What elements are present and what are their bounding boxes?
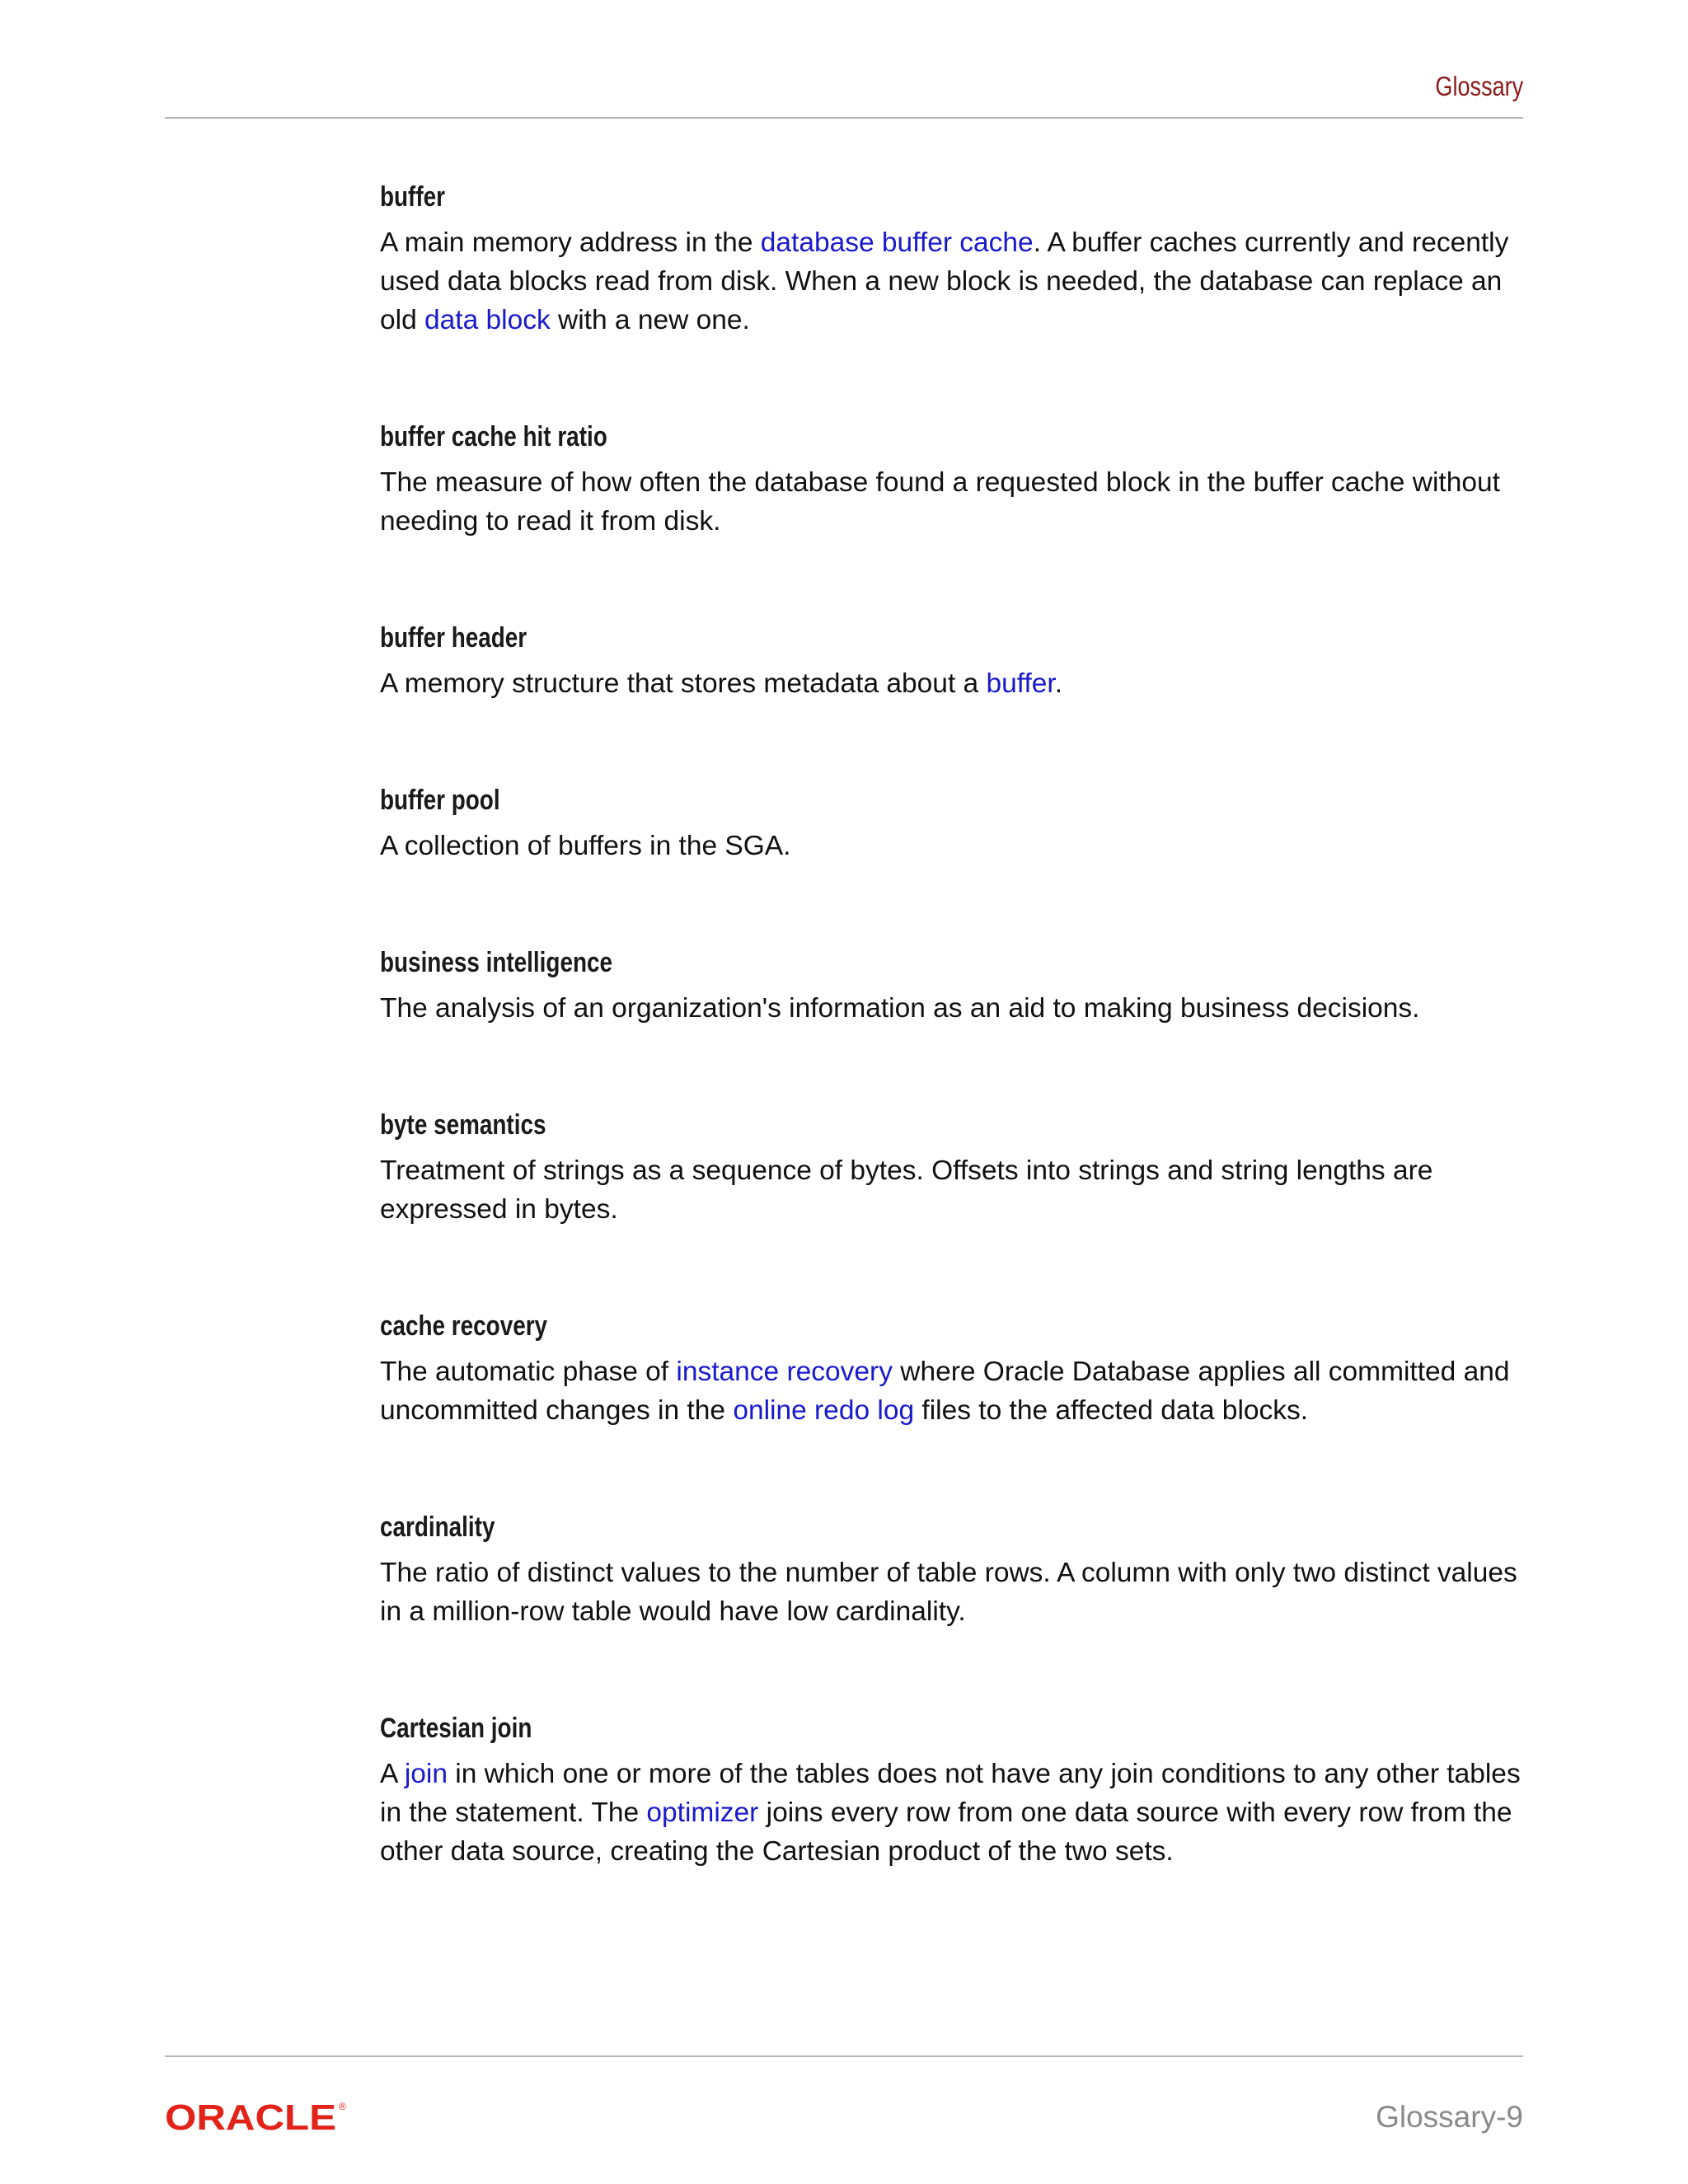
glossary-term: buffer pool — [380, 785, 500, 816]
glossary-term: business intelligence — [380, 947, 612, 978]
definition-text: A — [380, 1759, 405, 1789]
glossary-definition — [380, 989, 1530, 1028]
glossary-definition — [380, 463, 1530, 541]
glossary-entry — [380, 1707, 1530, 1871]
glossary-entry — [380, 176, 1530, 340]
cross-reference-link[interactable]: database buffer cache — [760, 227, 1034, 258]
glossary-entry — [380, 941, 1530, 1028]
glossary-definition — [380, 1554, 1530, 1631]
glossary-term: cache recovery — [380, 1310, 548, 1342]
page-number: Glossary-9 — [1376, 2100, 1523, 2134]
definition-text: in which one or more of the tables does not have any join conditions to any other tables in the statement. The — [380, 1759, 1521, 1828]
cross-reference-link[interactable]: data block — [424, 305, 551, 335]
definition-text: The ratio of distinct values to the number of table rows. A column with only two distinct values in a million-row table would have low cardinality. — [380, 1558, 1517, 1627]
definition-text: with a new one. — [550, 305, 750, 335]
glossary-term: buffer — [380, 181, 445, 213]
glossary-term: cardinality — [380, 1511, 495, 1543]
definition-text: The measure of how often the database found a requested block in the buffer cache without needing to read it from disk. — [380, 467, 1500, 537]
oracle-logo — [165, 2100, 348, 2133]
glossary-definition — [380, 1151, 1530, 1229]
glossary-entry — [380, 1506, 1530, 1631]
cross-reference-link[interactable]: join — [404, 1759, 448, 1789]
running-header-title: Glossary — [1435, 71, 1523, 101]
glossary-entry — [380, 1104, 1530, 1229]
definition-text: A memory structure that stores metadata about a — [380, 668, 987, 699]
glossary-definition — [380, 664, 1530, 703]
registered-mark: ® — [339, 2101, 346, 2112]
definition-text: . — [1054, 668, 1063, 699]
glossary-entry — [380, 1305, 1530, 1430]
glossary-content — [380, 176, 1530, 1947]
cross-reference-link[interactable]: online redo log — [733, 1395, 915, 1426]
cross-reference-link[interactable]: optimizer — [646, 1797, 759, 1828]
glossary-entry — [380, 779, 1530, 865]
cross-reference-link[interactable]: buffer — [986, 668, 1055, 699]
glossary-term: byte semantics — [380, 1109, 546, 1141]
glossary-term: buffer cache hit ratio — [380, 421, 607, 452]
glossary-term: buffer header — [380, 622, 528, 654]
header-divider — [165, 117, 1523, 119]
glossary-entry — [380, 415, 1530, 541]
definition-text: The automatic phase of — [380, 1357, 677, 1387]
definition-text: joins every row from one data source with every row from the other data source, creating the Cartesian product of the two sets. — [380, 1797, 1512, 1867]
footer-divider — [165, 2055, 1523, 2057]
glossary-definition — [380, 1755, 1530, 1871]
definition-text: Treatment of strings as a sequence of bytes. Offsets into strings and string lengths are expressed in bytes. — [380, 1155, 1433, 1225]
glossary-definition — [380, 223, 1530, 340]
glossary-definition — [380, 1352, 1530, 1430]
glossary-definition — [380, 827, 1530, 865]
glossary-term: Cartesian join — [380, 1713, 532, 1744]
definition-text: A collection of buffers in the SGA. — [380, 831, 791, 861]
definition-text: A main memory address in the — [380, 227, 761, 258]
cross-reference-link[interactable]: instance recovery — [676, 1357, 893, 1387]
glossary-entry — [380, 616, 1530, 703]
definition-text: where Oracle Database applies all committed and uncommitted changes in the — [380, 1357, 1510, 1426]
definition-text: files to the affected data blocks. — [914, 1395, 1309, 1426]
oracle-logo-wordmark: ORACLE — [165, 2100, 336, 2133]
definition-text: . A buffer caches currently and recently used data blocks read from disk. When a new block is needed, the database can replace an old — [380, 227, 1509, 335]
definition-text: The analysis of an organization's information as an aid to making business decisions. — [380, 993, 1420, 1024]
